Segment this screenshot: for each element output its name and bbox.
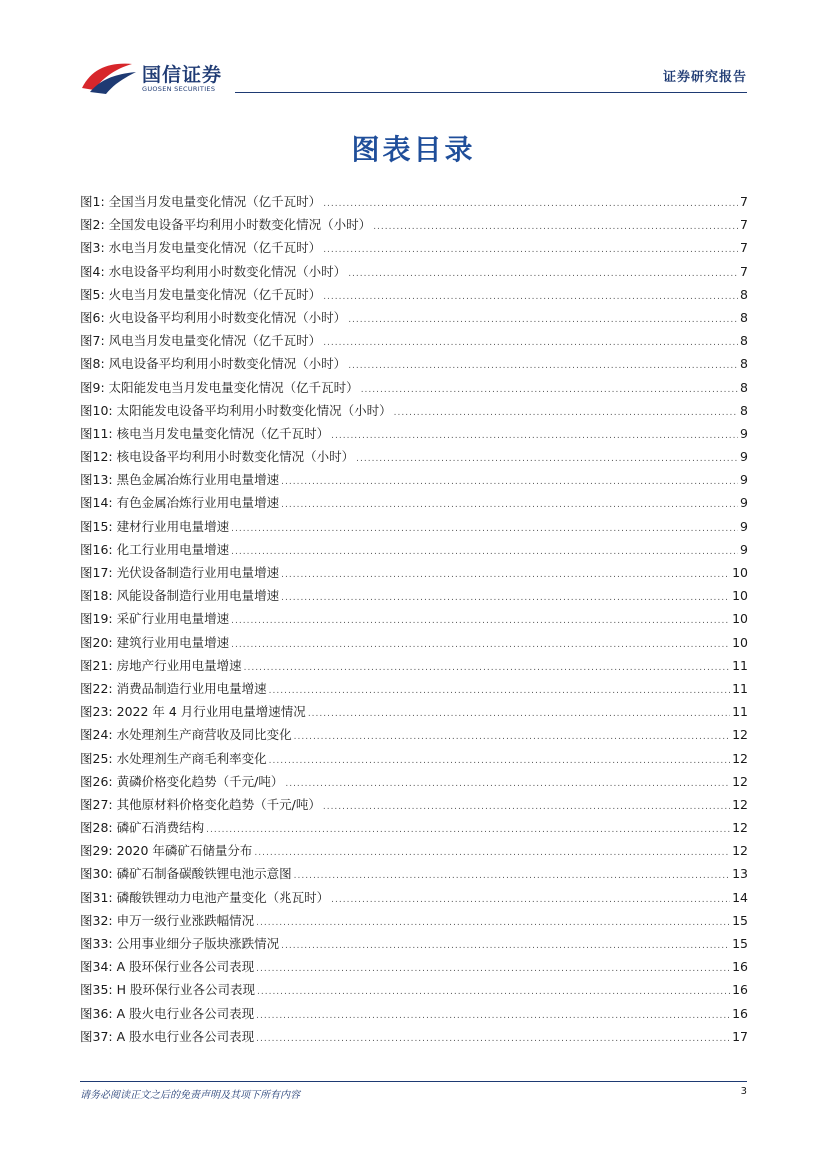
toc-entry-label: 图6: [80, 309, 105, 325]
toc-entry-page: 10 [732, 611, 748, 627]
toc-dot-leader [231, 541, 738, 564]
toc-entry[interactable] [80, 236, 748, 259]
toc-entry-label: 图7: [80, 333, 105, 349]
toc-entry-caption: H 股环保行业各公司表现 [116, 982, 255, 998]
toc-entry[interactable] [80, 839, 748, 862]
toc-entry-page: 16 [732, 982, 748, 998]
toc-entry-label: 图23: [80, 704, 113, 720]
guosen-logo-mark-icon [80, 58, 138, 94]
toc-entry-page: 7 [740, 217, 748, 233]
toc-entry-page: 8 [740, 286, 748, 302]
toc-entry-caption: A 股水电行业各公司表现 [116, 1028, 255, 1044]
toc-entry[interactable] [80, 1025, 748, 1048]
toc-entry[interactable] [80, 213, 748, 236]
toc-dot-leader [257, 981, 730, 1004]
toc-dot-leader [285, 773, 730, 796]
toc-entry-caption: 火电设备平均利用小时数变化情况（小时） [108, 309, 347, 325]
toc-entry-caption: 建材行业用电量增速 [116, 518, 230, 534]
toc-entry-page: 10 [732, 565, 748, 580]
toc-dot-leader [356, 448, 738, 471]
toc-entry-page: 9 [740, 425, 748, 441]
toc-dot-leader [244, 657, 730, 680]
toc-dot-leader [231, 610, 730, 633]
toc-entry-page: 9 [740, 449, 748, 465]
toc-entry-caption: 光伏设备制造行业用电量增速 [116, 565, 280, 580]
toc-dot-leader [361, 379, 738, 402]
toc-entry-label: 图29: [80, 843, 113, 859]
toc-entry-caption: 太阳能发电当月发电量变化情况（亿千瓦时） [108, 379, 359, 395]
toc-entry-page: 7 [740, 263, 748, 279]
toc-entry-caption: 其他原材料价格变化趋势（千元/吨） [116, 796, 321, 812]
footer-disclaimer: 请务必阅读正文之后的免责声明及其项下所有内容 [80, 1090, 300, 1101]
toc-entry[interactable] [80, 747, 748, 770]
toc-entry-page: 8 [740, 356, 748, 372]
toc-entry[interactable] [80, 468, 748, 491]
header-divider [235, 92, 747, 93]
toc-entry-caption: 公用事业细分子版块涨跌情况 [116, 936, 280, 951]
toc-entry[interactable] [80, 723, 748, 746]
toc-entry-caption: 磷矿石制备碳酸铁锂电池示意图 [116, 866, 292, 882]
page-title: 图表目录 [351, 133, 476, 166]
toc-entry[interactable] [80, 515, 748, 538]
toc-entry-label: 图13: [80, 472, 113, 488]
toc-entry-page: 17 [732, 1028, 748, 1044]
toc-entry-page: 16 [732, 1005, 748, 1021]
toc-entry-label: 图37: [80, 1028, 113, 1044]
toc-entry-label: 图15: [80, 518, 113, 534]
toc-entry-caption: A 股火电行业各公司表现 [116, 1005, 255, 1021]
toc-entry[interactable] [80, 909, 748, 932]
toc-dot-leader [281, 564, 730, 587]
toc-dot-leader [231, 518, 738, 541]
toc-entry[interactable] [80, 862, 748, 885]
toc-entry-caption: 水处理剂生产商营收及同比变化 [116, 727, 292, 743]
toc-entry-caption: 化工行业用电量增速 [116, 541, 230, 557]
toc-entry-caption: 磷酸铁锂动力电池产量变化（兆瓦时） [116, 889, 330, 905]
toc-entry-label: 图33: [80, 936, 113, 951]
toc-dot-leader [269, 680, 730, 703]
toc-entry[interactable] [80, 561, 748, 584]
report-type-label: 证券研究报告 [662, 70, 747, 85]
toc-dot-leader [281, 471, 738, 494]
toc-entry[interactable] [80, 352, 748, 375]
toc-entry-label: 图3: [80, 240, 105, 256]
toc-entry-caption: 水电设备平均利用小时数变化情况（小时） [108, 263, 347, 279]
toc-entry-label: 图30: [80, 866, 113, 882]
toc-entry-label: 图27: [80, 796, 113, 812]
logo-text-en: GUOSEN SECURITIES [142, 85, 216, 93]
guosen-logo [80, 58, 240, 98]
toc-entry-caption: 黄磷价格变化趋势（千元/吨） [116, 773, 284, 789]
toc-entry-page: 11 [732, 657, 748, 673]
toc-dot-leader [348, 355, 738, 378]
toc-entry-label: 图4: [80, 263, 105, 279]
toc-entry-page: 14 [732, 889, 748, 905]
toc-dot-leader [331, 425, 738, 448]
toc-entry-caption: 风电设备平均利用小时数变化情况（小时） [108, 356, 347, 372]
toc-entry[interactable] [80, 1002, 748, 1025]
toc-dot-leader [323, 796, 730, 819]
toc-entry-caption: 房地产行业用电量增速 [116, 657, 242, 673]
toc-entry[interactable] [80, 260, 748, 283]
toc-entry-page: 15 [732, 936, 748, 951]
toc-entry-label: 图28: [80, 820, 113, 836]
toc-dot-leader [323, 239, 738, 262]
toc-entry-page: 16 [732, 959, 748, 975]
toc-dot-leader [323, 286, 738, 309]
toc-entry-label: 图10: [80, 402, 113, 418]
toc-dot-leader [348, 309, 738, 332]
footer-divider [80, 1081, 747, 1082]
toc-entry[interactable] [80, 306, 748, 329]
toc-entry[interactable] [80, 955, 748, 978]
toc-entry-page: 9 [740, 518, 748, 534]
toc-entry-caption: 水电当月发电量变化情况（亿千瓦时） [108, 240, 322, 256]
toc-entry-caption: 核电当月发电量变化情况（亿千瓦时） [116, 425, 330, 441]
toc-entry[interactable] [80, 376, 748, 399]
figure-index-list [80, 190, 748, 1048]
toc-entry-caption: 黑色金属冶炼行业用电量增速 [116, 472, 280, 488]
toc-dot-leader [269, 750, 730, 773]
toc-entry[interactable] [80, 190, 748, 213]
toc-entry-page: 13 [732, 866, 748, 882]
toc-entry-caption: 申万一级行业涨跌幅情况 [116, 912, 255, 928]
toc-dot-leader [256, 912, 730, 935]
toc-dot-leader [394, 402, 738, 425]
toc-dot-leader [231, 634, 730, 657]
toc-entry-page: 12 [732, 727, 748, 743]
toc-entry-label: 图17: [80, 565, 113, 580]
toc-entry-caption: 核电设备平均利用小时数变化情况（小时） [116, 449, 355, 465]
toc-entry-label: 图25: [80, 750, 113, 766]
toc-entry[interactable] [80, 283, 748, 306]
toc-entry-caption: 有色金属冶炼行业用电量增速 [116, 495, 280, 511]
toc-entry-label: 图21: [80, 657, 113, 673]
toc-dot-leader [256, 1028, 730, 1051]
logo-text-cn: 国信证券 [142, 64, 223, 86]
toc-entry[interactable] [80, 422, 748, 445]
toc-dot-leader [294, 865, 730, 888]
toc-entry-caption: 太阳能发电设备平均利用小时数变化情况（小时） [116, 402, 392, 418]
toc-entry-label: 图36: [80, 1005, 113, 1021]
toc-entry-label: 图14: [80, 495, 113, 511]
toc-entry-label: 图20: [80, 634, 113, 650]
toc-entry-page: 8 [740, 402, 748, 418]
toc-entry-label: 图19: [80, 611, 113, 627]
toc-entry-label: 图2: [80, 217, 105, 233]
toc-dot-leader [348, 263, 738, 286]
toc-entry-page: 12 [732, 843, 748, 859]
toc-entry-page: 15 [732, 912, 748, 928]
toc-entry-page: 9 [740, 472, 748, 488]
toc-entry-caption: 全国发电设备平均利用小时数变化情况（小时） [108, 217, 372, 233]
toc-entry-caption: 采矿行业用电量增速 [116, 611, 230, 627]
toc-entry-page: 12 [732, 750, 748, 766]
toc-entry-page: 8 [740, 309, 748, 325]
toc-entry[interactable] [80, 491, 748, 514]
toc-entry-label: 图24: [80, 727, 113, 743]
toc-entry-page: 12 [732, 820, 748, 836]
toc-entry[interactable] [80, 978, 748, 1001]
toc-dot-leader [281, 935, 730, 958]
toc-entry-page: 8 [740, 379, 748, 395]
toc-entry[interactable] [80, 399, 748, 422]
toc-entry-label: 图18: [80, 588, 113, 604]
toc-entry-caption: 风能设备制造行业用电量增速 [116, 588, 280, 604]
toc-entry-label: 图26: [80, 773, 113, 789]
toc-entry[interactable] [80, 700, 748, 723]
toc-entry-page: 9 [740, 541, 748, 557]
toc-entry-page: 7 [740, 240, 748, 256]
toc-entry-page: 10 [732, 634, 748, 650]
toc-dot-leader [308, 703, 730, 726]
toc-entry-caption: 水处理剂生产商毛利率变化 [116, 750, 267, 766]
toc-entry[interactable] [80, 584, 748, 607]
toc-dot-leader [206, 819, 730, 842]
toc-entry[interactable] [80, 816, 748, 839]
toc-entry[interactable] [80, 793, 748, 816]
toc-dot-leader [281, 494, 738, 517]
toc-entry-caption: 磷矿石消费结构 [116, 820, 205, 836]
toc-dot-leader [294, 726, 730, 749]
toc-entry[interactable] [80, 677, 748, 700]
toc-entry[interactable] [80, 607, 748, 630]
toc-entry-caption: 风电当月发电量变化情况（亿千瓦时） [108, 333, 322, 349]
toc-entry-label: 图35: [80, 982, 113, 998]
toc-entry-caption: 消费品制造行业用电量增速 [116, 680, 267, 696]
toc-entry[interactable] [80, 886, 748, 909]
toc-entry-label: 图31: [80, 889, 113, 905]
toc-dot-leader [254, 842, 730, 865]
toc-entry-label: 图16: [80, 541, 113, 557]
toc-entry[interactable] [80, 445, 748, 468]
toc-entry-page: 7 [740, 194, 748, 209]
toc-entry-page: 11 [732, 680, 748, 696]
toc-dot-leader [323, 193, 738, 216]
toc-entry[interactable] [80, 932, 748, 955]
toc-dot-leader [256, 958, 730, 981]
toc-entry-label: 图9: [80, 379, 105, 395]
toc-entry-page: 9 [740, 495, 748, 511]
toc-entry[interactable] [80, 329, 748, 352]
toc-entry-label: 图12: [80, 449, 113, 465]
toc-entry-label: 图8: [80, 356, 105, 372]
toc-entry-caption: 火电当月发电量变化情况（亿千瓦时） [108, 286, 322, 302]
toc-entry-caption: 建筑行业用电量增速 [116, 634, 230, 650]
toc-entry-label: 图32: [80, 912, 113, 928]
toc-dot-leader [331, 889, 730, 912]
toc-dot-leader [256, 1005, 730, 1028]
toc-entry-page: 11 [732, 704, 748, 720]
toc-entry-label: 图22: [80, 680, 113, 696]
toc-entry-label: 图1: [80, 194, 105, 209]
toc-entry-caption: 全国当月发电量变化情况（亿千瓦时） [108, 194, 322, 209]
toc-entry-label: 图5: [80, 286, 105, 302]
toc-entry-page: 12 [732, 796, 748, 812]
toc-entry-page: 8 [740, 333, 748, 349]
toc-dot-leader [281, 587, 730, 610]
toc-entry-page: 10 [732, 588, 748, 604]
toc-entry-caption: 2022 年 4 月行业用电量增速情况 [116, 704, 306, 720]
page-number: 3 [740, 1086, 747, 1097]
toc-entry-caption: A 股环保行业各公司表现 [116, 959, 255, 975]
toc-dot-leader [373, 216, 738, 239]
page-header [0, 0, 827, 100]
toc-entry[interactable] [80, 631, 748, 654]
toc-entry-label: 图11: [80, 425, 113, 441]
toc-entry-page: 12 [732, 773, 748, 789]
toc-entry-label: 图34: [80, 959, 113, 975]
toc-entry[interactable] [80, 654, 748, 677]
toc-entry[interactable] [80, 538, 748, 561]
toc-entry[interactable] [80, 770, 748, 793]
toc-entry-caption: 2020 年磷矿石储量分布 [116, 843, 253, 859]
toc-dot-leader [323, 332, 738, 355]
